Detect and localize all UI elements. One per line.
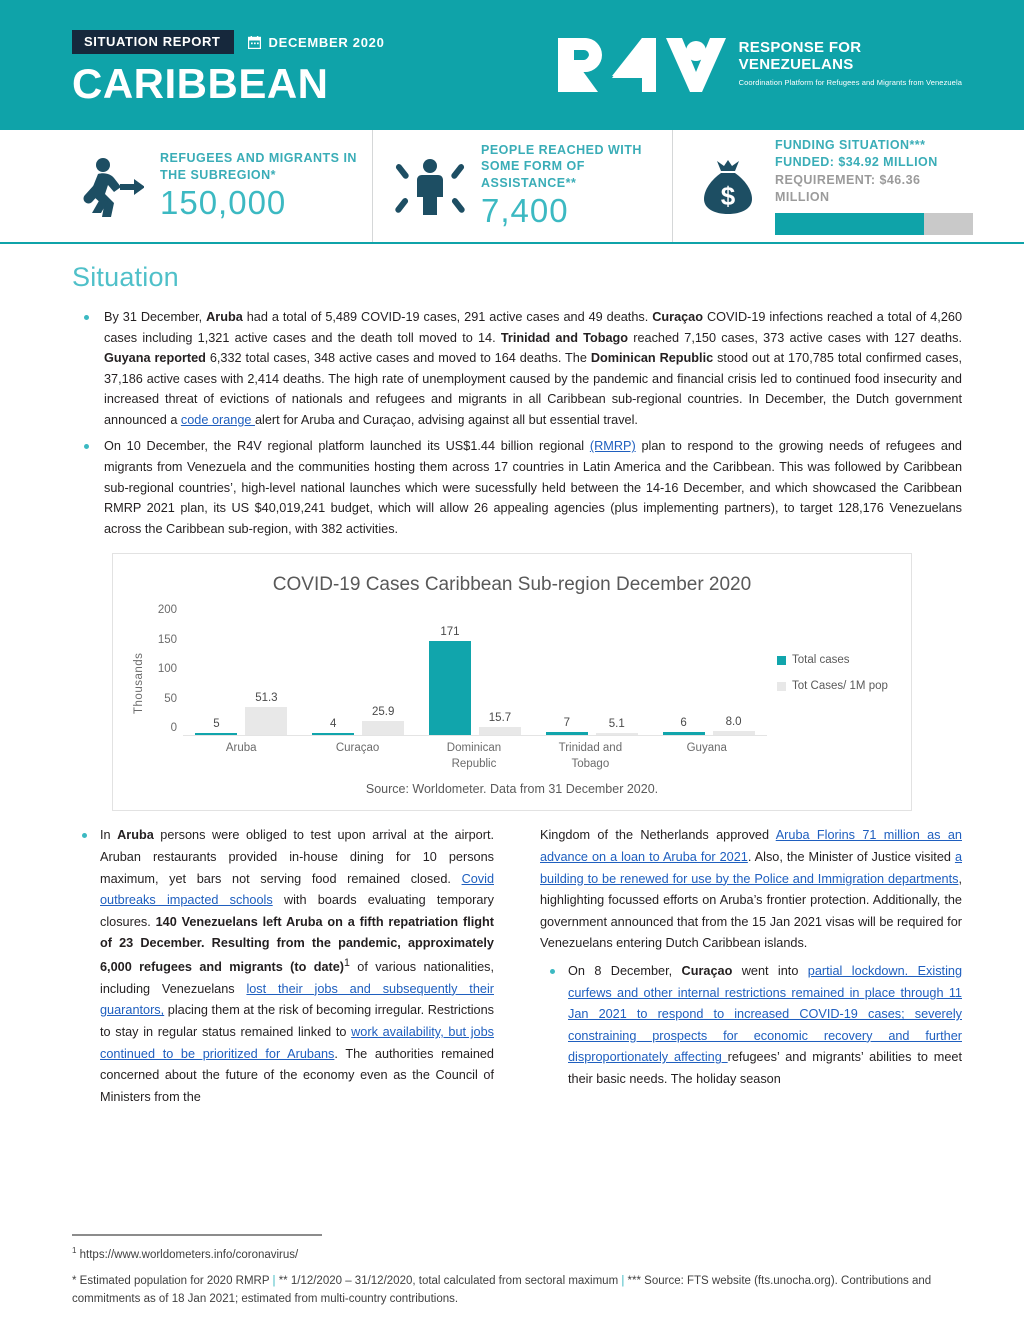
page-title: CARIBBEAN [72, 60, 329, 108]
stat-people-reached [372, 130, 672, 242]
text-run: placing them at the risk of becoming irregular. Restrictions to stay in regular status remained linked to [100, 1003, 494, 1039]
chart-bar [479, 727, 521, 736]
chart-bar-value-label: 7 [563, 716, 570, 729]
chart-bar-value-label: 15.7 [488, 711, 512, 724]
footnote-separator: | [272, 1275, 276, 1288]
text-run: Kingdom of the Netherlands approved [540, 828, 776, 843]
text-run: 6,332 total cases, 348 active cases and moved to 164 deaths. The [205, 351, 591, 366]
header-logo-block [554, 26, 962, 96]
header-top-row [72, 30, 385, 54]
chart-legend-swatch [777, 682, 786, 691]
situation-bullet-2 [72, 436, 962, 539]
text-run: *** Source: FTS website (fts.unocha.org). Contributions and commitments as of 18 Jan 2021; estimated from multi-country contributions. [72, 1275, 932, 1306]
chart-bar-column [596, 610, 638, 735]
link-code-orange[interactable]: code orange [180, 412, 255, 427]
chart-legend [767, 610, 895, 736]
chart-plot-area [129, 602, 895, 736]
chart-bar-column [546, 610, 588, 735]
left-column [72, 825, 494, 1112]
right-column [540, 825, 962, 1112]
footnotes-section [0, 1226, 1024, 1309]
two-column-body [0, 811, 1024, 1112]
funding-progress-bar [775, 213, 973, 235]
text-run: In [100, 828, 118, 843]
chart-y-axis-title: Thousands [133, 652, 145, 715]
funding-body [775, 137, 973, 235]
page-header [0, 0, 1024, 130]
footnote-divider [72, 1234, 322, 1236]
text-run: . Also, the Minister of Justice visited [747, 849, 955, 864]
left-bullet-list [72, 825, 494, 1108]
chart-bar-column [663, 610, 705, 735]
chart-bar-column [362, 610, 404, 735]
footnote-1-text: https://www.worldometers.info/coronavirus/ [76, 1248, 299, 1261]
situation-bullet-1 [72, 307, 962, 430]
chart-title: COVID-19 Cases Caribbean Sub-region December 2020 [272, 574, 752, 596]
chart-bar [713, 731, 755, 735]
chart-bar-group [429, 610, 521, 735]
stat-body [160, 150, 372, 221]
text-run: stood out at 170,785 total confirmed cases, 37,186 active cases with 2,414 deaths. The high rate of unemployment caused by the pandemic and financial crisis led to continued food insecurity and increased threat of evictions of nationals and refugees and migrants in all Caribbean sub-regional countries. In December, the Dutch government announced a [104, 351, 962, 427]
money-bag-icon [697, 155, 759, 217]
text-bold: Aruba [206, 310, 243, 324]
chart-bar-value-label: 4 [329, 718, 337, 731]
right-bullet-list [540, 961, 962, 1091]
chart-bar-value-label: 25.9 [371, 706, 395, 719]
chart-bar [546, 732, 588, 736]
chart-bar [245, 707, 287, 735]
stat-label: PEOPLE REACHED WITH SOME FORM OF ASSISTANCE** [481, 143, 642, 190]
chart-bar [596, 733, 638, 736]
text-run: with boards evaluating temporary closures. [100, 893, 494, 929]
chart-y-tick: 0 [170, 722, 177, 735]
section-title-situation: Situation [72, 262, 179, 292]
right-continuation-paragraph [540, 825, 962, 955]
chart-bar-group [663, 610, 755, 735]
chart-bar-value-label: 51.3 [255, 692, 278, 705]
report-date [248, 35, 384, 50]
chart-legend-label: Tot Cases/ 1M pop [792, 680, 888, 693]
funding-title: FUNDING SITUATION*** [775, 138, 926, 152]
text-run: . The authorities remained concerned about the future of the economy even as the Council of Ministers from the [100, 1046, 494, 1104]
funding-requirement: REQUIREMENT: $46.36 MILLION [775, 172, 921, 204]
stat-funding-situation [672, 130, 973, 242]
chart-bar [195, 733, 237, 736]
chart-bar [362, 721, 404, 735]
text-run: * Estimated population for 2020 RMRP [72, 1275, 273, 1288]
chart-y-tick: 50 [164, 692, 177, 705]
chart-x-tick-label: Trinidad and Tobago [558, 742, 623, 770]
calendar-icon [248, 36, 261, 49]
chart-bar-group [195, 610, 287, 735]
svg-text:$: $ [720, 181, 736, 211]
situation-report-badge: SITUATION REPORT [72, 30, 234, 54]
text-bold: 140 Venezuelans left Aruba on a fifth repatriation flight of 23 December. Resulting from the pandemic, approximately 6,000 refugees and migrants (to date) [100, 914, 495, 975]
text-bold: Guyana reported [104, 351, 206, 366]
chart-source-note: Source: Worldometer. Data from 31 December 2020. [365, 782, 659, 797]
logo-text-block [739, 34, 962, 88]
chart-legend-item[interactable] [777, 680, 895, 692]
stats-bar [0, 130, 1024, 244]
situation-section [0, 244, 1024, 539]
chart-y-tick: 150 [157, 633, 177, 646]
text-bold: Aruba [117, 828, 154, 843]
footnote-marker: 1 [344, 956, 350, 969]
chart-bar-group [546, 610, 638, 735]
footnote-separator: | [621, 1275, 625, 1288]
chart-bar-column [245, 610, 287, 735]
link-partial-lockdown[interactable]: partial lockdown. Existing curfews and other internal restrictions remained in place through 11 Jan 2021 to respond to increased COVID-19 cases; severely constraining prospects for economic recovery and further disproportionately affecting [568, 963, 963, 1065]
chart-bar-value-label: 8.0 [725, 715, 742, 728]
chart-bar [429, 641, 471, 735]
text-run: By 31 December, [104, 310, 207, 324]
text-run: had a total of 5,489 COVID-19 cases, 291 active cases and 49 deaths. [242, 310, 653, 324]
text-run: went into [732, 963, 808, 978]
logo-subtitle: Coordination Platform for Refugees and Migrants from Venezuela [738, 77, 962, 87]
link-building-renewed-police[interactable]: a building to be renewed for use by the Police and Immigration departments [540, 849, 962, 886]
stat-value: 150,000 [160, 183, 287, 221]
chart-legend-item[interactable] [777, 654, 895, 666]
text-run: alert for Aruba and Curaçao, advising against all but essential travel. [254, 412, 638, 427]
footnote-2 [72, 1273, 962, 1309]
text-run: On 8 December, [568, 963, 682, 978]
chart-bar-column [479, 610, 521, 735]
r4v-logo-icon [554, 34, 726, 96]
text-run: reached 7,150 cases, 373 active cases with 127 deaths. [628, 330, 962, 345]
header-left [72, 26, 385, 108]
chart-bar-column [713, 610, 755, 735]
chart-bar-column [312, 610, 354, 735]
person-assistance-icon [395, 155, 465, 217]
text-run: , highlighting focussed efforts on Aruba’s frontier protection. Additionally, the government announced that from the 15 Jan 2021 visas will be required for Venezuelans entering Dutch Caribbean islands. [540, 871, 962, 951]
text-run: persons were obliged to test upon arrival at the airport. Aruban restaurants provided in-house dining for 10 persons maximum, yet bars not serving food remained closed. [100, 828, 495, 886]
running-person-arrow-icon [72, 155, 144, 217]
chart-x-axis-labels [183, 741, 765, 772]
chart-bar-column [195, 610, 237, 735]
chart-bar-value-label: 5 [213, 717, 220, 730]
situation-bullet-list [72, 307, 962, 539]
stat-refugees-migrants [72, 130, 372, 242]
text-run: On 10 December, the R4V regional platform launched its US$1.44 billion regional [104, 439, 590, 454]
funding-progress-fill [775, 213, 924, 235]
chart-x-tick-label: Curaçao [335, 742, 380, 755]
right-bullet-curacao [540, 961, 962, 1091]
chart-x-tick-label: Guyana [686, 742, 727, 755]
chart-bar-column [429, 610, 471, 735]
text-bold: Curaçao [652, 310, 703, 324]
link-work-availability[interactable]: work availability, but jobs continued to be prioritized for Arubans [100, 1024, 494, 1061]
footnote-1 [72, 1246, 962, 1261]
chart-legend-label: Total cases [792, 654, 850, 667]
chart-y-axis-ticks [149, 604, 183, 735]
link-covid-outbreaks-schools[interactable]: Covid outbreaks impacted schools [100, 871, 494, 908]
chart-bar-group [312, 610, 404, 735]
text-bold: Trinidad and Tobago [500, 330, 629, 345]
text-run: ** 1/12/2020 – 31/12/2020, total calculated from sectoral maximum [275, 1275, 622, 1288]
footnote-number: 1 [72, 1245, 77, 1255]
chart-bar-value-label: 6 [680, 717, 687, 730]
link-lost-jobs-guarantors[interactable]: lost their jobs and subsequently their guarantors, [100, 981, 494, 1018]
funding-funded: FUNDED: $34.92 MILLION [775, 155, 938, 170]
chart-bar-value-label: 171 [440, 626, 460, 639]
chart-bar [663, 732, 705, 735]
chart-bars [183, 610, 767, 736]
stat-value: 7,400 [481, 191, 569, 229]
text-run: COVID-19 infections reached a total of 4,260 cases including 1,321 active cases and the death toll moved to 14. [104, 310, 963, 345]
chart-legend-swatch [777, 656, 786, 665]
logo-line2: VENEZUELANS [738, 55, 854, 73]
covid-cases-chart [112, 553, 912, 811]
stat-label: REFUGEES AND MIGRANTS IN THE SUBREGION* [160, 151, 357, 182]
chart-bar-value-label: 5.1 [608, 717, 625, 730]
text-bold: Dominican Republic [590, 351, 714, 366]
text-run: refugees’ and migrants’ abilities to meet their basic needs. The holiday season [568, 1050, 962, 1086]
logo-line1: RESPONSE FOR [738, 39, 862, 56]
report-date-label: DECEMBER 2020 [268, 34, 385, 50]
text-run: of various nationalities, including Venezuelans [100, 960, 494, 996]
text-bold: Curaçao [681, 963, 733, 978]
left-bullet-aruba [72, 825, 494, 1108]
chart-y-tick: 200 [157, 604, 177, 617]
stat-body [481, 142, 672, 230]
chart-y-tick: 100 [157, 663, 177, 676]
chart-bar [312, 733, 354, 735]
link-aruba-florins-loan[interactable]: Aruba Florins 71 million as an advance on a loan to Aruba for 2021 [540, 828, 962, 864]
chart-x-tick-label: Dominican Republic [446, 742, 502, 770]
text-run: plan to respond to the growing needs of refugees and migrants from Venezuela and the communities hosting them across 17 countries in Latin America and the Caribbean. This was followed by Caribbean sub-regional countries’, high-level national launches which were sucessfully held between the 14-16 December, and which showcased the Caribbean RMRP 2021 plan, its US $40,019,241 budget, which will allow 26 appealing agencies (plus implementing partners), to target 128,176 Venezuelans across the Caribbean sub-region, with 382 activities. [104, 439, 962, 536]
link-rmrp[interactable]: (RMRP) [589, 439, 636, 454]
chart-x-tick-label: Aruba [225, 742, 257, 755]
